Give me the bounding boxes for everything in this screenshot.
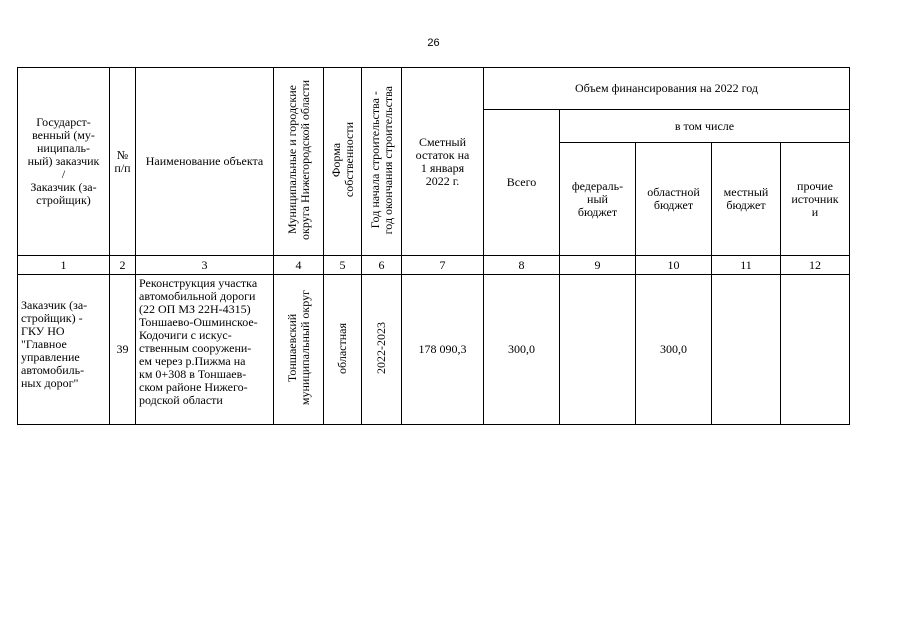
header-municipality-text: Муниципальные и городские округа Нижегородской области [284, 80, 312, 240]
cell-ownership-text: областная [335, 322, 349, 374]
cell-regional: 300,0 [636, 275, 712, 425]
header-local [712, 143, 781, 256]
header-object-name-text: Наименование объекта [145, 154, 264, 168]
header-estimated-balance [402, 68, 484, 256]
header-regional-text: областной бюджет [647, 185, 700, 212]
column-number: 9 [560, 256, 636, 275]
financing-table [17, 67, 850, 425]
cell-other [781, 275, 850, 425]
cell-estimated-balance: 178 090,3 [402, 275, 484, 425]
header-municipality [274, 68, 324, 256]
cell-municipality-text: Тоншаевский муниципальный округ [284, 290, 312, 406]
header-total-text: Всего [506, 175, 537, 189]
cell-federal [560, 275, 636, 425]
header-financing-title-text: Объем финансирования на 2022 год [574, 81, 759, 95]
header-ownership [324, 68, 362, 256]
header-object-name [136, 68, 274, 256]
column-number: 11 [712, 256, 781, 275]
cell-total: 300,0 [484, 275, 560, 425]
cell-object-name-text: Реконструкция участка автомобильной дороги (22 ОП МЗ 22Н-4315) Тоншаево-Ошминское- Кодочиги с искус- ственным сооружени- ем через р.Пижма на км 0+308 в Тоншаев- ском районе Нижего- родской области [139, 276, 258, 407]
table-row [18, 275, 850, 425]
cell-object-name [136, 275, 274, 425]
header-federal-text: федераль- ный бюджет [571, 178, 624, 219]
column-number: 3 [136, 256, 274, 275]
column-number: 2 [110, 256, 136, 275]
header-customer-text: Государст- венный (му- ниципаль- ный) заказчик / Заказчик (за- стройщик) [27, 115, 100, 207]
column-number: 7 [402, 256, 484, 275]
cell-years [362, 275, 402, 425]
header-other-text: прочие источник и [791, 178, 839, 219]
cell-num: 39 [110, 275, 136, 425]
column-number: 8 [484, 256, 560, 275]
cell-customer [18, 275, 110, 425]
header-years [362, 68, 402, 256]
header-customer [18, 68, 110, 256]
header-financing-title [484, 68, 850, 110]
cell-ownership [324, 275, 362, 425]
header-total [484, 110, 560, 256]
cell-years-text: 2022-2023 [374, 322, 388, 374]
header-estimated-balance-text: Сметный остаток на 1 января 2022 г. [415, 134, 470, 188]
header-local-text: местный бюджет [723, 185, 769, 212]
header-ownership-text: Форма собственности [328, 122, 356, 198]
column-number: 5 [324, 256, 362, 275]
header-other [781, 143, 850, 256]
cell-customer-text: Заказчик (за- стройщик) - ГКУ НО "Главное управление автомобиль- ных дорог" [21, 298, 88, 390]
header-years-text: Год начала строительства - год окончания строительства [367, 85, 395, 235]
header-federal [560, 143, 636, 256]
page-number: 26 [427, 37, 440, 49]
column-numbers-row [18, 256, 850, 275]
column-number: 12 [781, 256, 850, 275]
cell-municipality [274, 275, 324, 425]
column-number: 4 [274, 256, 324, 275]
column-number: 6 [362, 256, 402, 275]
header-including [560, 110, 850, 143]
column-number: 10 [636, 256, 712, 275]
header-num-text: № п/п [114, 147, 131, 175]
header-regional [636, 143, 712, 256]
header-including-text: в том числе [674, 118, 735, 133]
cell-local [712, 275, 781, 425]
header-num [110, 68, 136, 256]
column-number: 1 [18, 256, 110, 275]
